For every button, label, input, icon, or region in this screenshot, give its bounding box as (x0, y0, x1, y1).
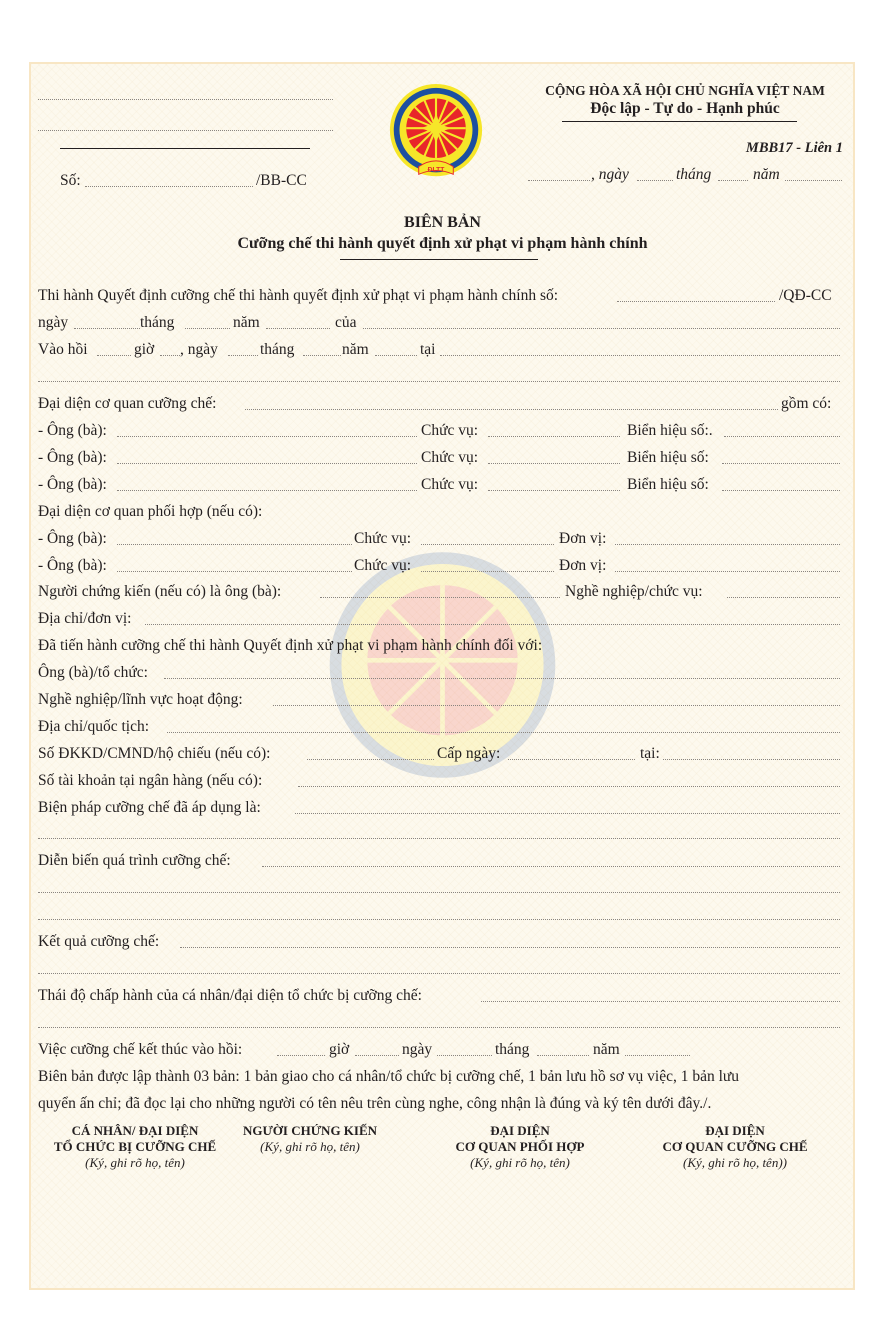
time-hour-field[interactable] (97, 355, 131, 356)
decision-day-field[interactable] (74, 328, 140, 329)
coord-unit-field[interactable] (615, 571, 840, 572)
result-label: Kết quả cưỡng chế: (38, 933, 160, 950)
process-field-line-2[interactable] (38, 892, 840, 893)
coord-position-label: Chức vụ: (354, 530, 412, 547)
coord-position-field[interactable] (421, 544, 554, 545)
sig-title-1: ĐẠI DIỆN (705, 1123, 765, 1138)
result-field-line-2[interactable] (38, 973, 840, 974)
coordinating-agency-label: Đại diện cơ quan phối hợp (nếu có): (38, 503, 263, 520)
so-suffix: /BB-CC (256, 172, 307, 189)
signature-block-enforcing (635, 1123, 835, 1171)
end-year-field[interactable] (625, 1055, 690, 1056)
agency-line-1[interactable] (38, 99, 333, 100)
member-position-label: Chức vụ: (421, 422, 479, 439)
sig-note: (Ký, ghi rõ họ, tên) (260, 1139, 360, 1154)
end-thang: tháng (495, 1041, 530, 1058)
coord-position-field[interactable] (421, 571, 554, 572)
coord-unit-label: Đơn vị: (559, 557, 607, 574)
sig-title-1: ĐẠI DIỆN (490, 1123, 550, 1138)
member-badge-label: Biển hiệu số:. (627, 422, 713, 439)
member-name-field[interactable] (117, 436, 417, 437)
end-nam: năm (593, 1041, 620, 1058)
member-badge-field[interactable] (722, 490, 840, 491)
end-label: Việc cưỡng chế kết thúc vào hồi: (38, 1041, 243, 1058)
witness-address-field[interactable] (145, 624, 840, 625)
process-field-line-3[interactable] (38, 919, 840, 920)
result-field[interactable] (180, 947, 840, 948)
decision-suffix: /QĐ-CC (779, 287, 832, 304)
subject-name-field[interactable] (164, 678, 840, 679)
attitude-label: Thái độ chấp hành của cá nhân/đại diện tổ chức bị cưỡng chế: (38, 987, 422, 1004)
sig-note: (Ký, ghi rõ họ, tên)) (683, 1155, 787, 1170)
member-badge-label: Biển hiệu số: (627, 476, 709, 493)
member-name-label: - Ông (bà): (38, 422, 107, 439)
time-year-field[interactable] (375, 355, 417, 356)
member-badge-field[interactable] (722, 463, 840, 464)
witness-name-field[interactable] (320, 597, 560, 598)
document-title: BIÊN BẢN (404, 214, 481, 231)
signature-block-subject (40, 1123, 230, 1171)
decision-month-field[interactable] (185, 328, 230, 329)
id-issued-place-field[interactable] (663, 759, 840, 760)
location-field-line-2[interactable] (38, 381, 840, 382)
witness-label: Người chứng kiến (nếu có) là ông (bà): (38, 583, 282, 600)
end-day-field[interactable] (437, 1055, 492, 1056)
attitude-field-line-2[interactable] (38, 1027, 840, 1028)
subject-address-field[interactable] (167, 732, 840, 733)
member-position-field[interactable] (488, 463, 620, 464)
time-ngay: , ngày (180, 341, 218, 358)
decision-number-field[interactable] (617, 301, 775, 302)
process-label: Diễn biến quá trình cưỡng chế: (38, 852, 231, 869)
measures-label: Biện pháp cưỡng chế đã áp dụng là: (38, 799, 261, 816)
decision-issuer-field[interactable] (363, 328, 840, 329)
decision-date-ngay: ngày (38, 314, 69, 331)
time-vao-hoi: Vào hồi (38, 341, 88, 358)
decision-by-label: của (335, 314, 357, 331)
subject-address-label: Địa chỉ/quốc tịch: (38, 718, 150, 735)
member-position-field[interactable] (488, 490, 620, 491)
date-thang-label: tháng (676, 166, 712, 183)
sig-note: (Ký, ghi rõ họ, tên) (85, 1155, 185, 1170)
time-day-field[interactable] (228, 355, 258, 356)
time-nam: năm (342, 341, 369, 358)
time-thang: tháng (260, 341, 295, 358)
end-gio: giờ (329, 1041, 350, 1058)
id-number-field[interactable] (307, 759, 434, 760)
sig-title-1: NGƯỜI CHỨNG KIẾN (242, 1123, 378, 1138)
id-label: Số ĐKKD/CMND/hộ chiếu (nếu có): (38, 745, 271, 762)
decision-date-nam: năm (233, 314, 260, 331)
motto: Độc lập - Tự do - Hạnh phúc (590, 100, 780, 117)
time-minute-field[interactable] (160, 355, 180, 356)
time-gio: giờ (134, 341, 155, 358)
end-minute-field[interactable] (355, 1055, 399, 1056)
date-ngay-label: , ngày (591, 166, 629, 183)
date-year-field[interactable] (785, 180, 842, 181)
id-issued-date-field[interactable] (508, 759, 635, 760)
date-nam-label: năm (753, 166, 780, 183)
document-subtitle: Cưỡng chế thi hành quyết định xử phạt vi phạm hành chính (237, 235, 648, 252)
agency-line-2[interactable] (38, 130, 333, 131)
motto-underline (562, 121, 797, 122)
place-field[interactable] (528, 180, 590, 181)
closing-text-1: Biên bản được lập thành 03 bản: 1 bản giao cho cá nhân/tổ chức bị cưỡng chế, 1 bản lưu hồ sơ vụ việc, 1 bản lưu (38, 1068, 740, 1085)
member-name-field[interactable] (117, 490, 417, 491)
signature-block-coordinating (420, 1123, 620, 1171)
decision-label: Thi hành Quyết định cưỡng chế thi hành quyết định xử phạt vi phạm hành chính số: (38, 287, 559, 304)
enforcing-agency-suffix: gồm có: (781, 395, 832, 412)
witness-occupation-label: Nghề nghiệp/chức vụ: (565, 583, 703, 600)
bank-account-field[interactable] (298, 786, 840, 787)
coord-name-field[interactable] (117, 571, 352, 572)
enforced-against-label: Đã tiến hành cưỡng chế thi hành Quyết định xử phạt vi phạm hành chính đối với: (38, 637, 543, 654)
coord-name-field[interactable] (117, 544, 352, 545)
measures-field-line-2[interactable] (38, 838, 840, 839)
process-field[interactable] (262, 866, 840, 867)
sig-title-2: TỔ CHỨC BỊ CƯỠNG CHẾ (53, 1139, 217, 1154)
location-field[interactable] (440, 355, 840, 356)
member-position-field[interactable] (488, 436, 620, 437)
so-label: Số: (60, 172, 81, 189)
country-name: CỘNG HÒA XÃ HỘI CHỦ NGHĨA VIỆT NAM (545, 83, 825, 98)
enforcing-agency-label: Đại diện cơ quan cưỡng chế: (38, 395, 217, 412)
coord-name-label: - Ông (bà): (38, 530, 107, 547)
sig-title-2: CƠ QUAN CƯỠNG CHẾ (662, 1139, 808, 1154)
header-divider (60, 148, 310, 149)
member-position-label: Chức vụ: (421, 449, 479, 466)
witness-occupation-field[interactable] (727, 597, 840, 598)
coord-unit-label: Đơn vị: (559, 530, 607, 547)
witness-address-label: Địa chỉ/đơn vị: (38, 610, 132, 627)
bank-account-label: Số tài khoản tại ngân hàng (nếu có): (38, 772, 263, 789)
end-ngay: ngày (402, 1041, 433, 1058)
coord-unit-field[interactable] (615, 544, 840, 545)
member-name-label: - Ông (bà): (38, 449, 107, 466)
subject-name-label: Ông (bà)/tổ chức: (38, 664, 148, 681)
signature-block-witness (230, 1123, 390, 1155)
member-name-label: - Ông (bà): (38, 476, 107, 493)
member-badge-field[interactable] (724, 436, 840, 437)
coord-name-label: - Ông (bà): (38, 557, 107, 574)
time-tai: tại (420, 341, 436, 358)
subject-occupation-label: Nghề nghiệp/lĩnh vực hoạt động: (38, 691, 243, 708)
id-at-label: tại: (640, 745, 660, 762)
police-emblem-icon (388, 80, 484, 186)
so-number-field[interactable] (85, 186, 253, 187)
closing-text-2: quyển ấn chỉ; đã đọc lại cho những người có tên nêu trên cùng nghe, công nhận là đúng và ký tên dưới đây./. (38, 1095, 712, 1112)
attitude-field[interactable] (481, 1001, 840, 1002)
decision-year-field[interactable] (266, 328, 330, 329)
date-day-field[interactable] (637, 180, 673, 181)
member-name-field[interactable] (117, 463, 417, 464)
measures-field[interactable] (295, 813, 840, 814)
decision-date-thang: tháng (140, 314, 175, 331)
sig-title-1: CÁ NHÂN/ ĐẠI DIỆN (71, 1123, 199, 1138)
form-code: MBB17 - Liên 1 (745, 140, 843, 156)
member-position-label: Chức vụ: (421, 476, 479, 493)
title-underline (340, 259, 538, 260)
enforcing-agency-field[interactable] (245, 409, 778, 410)
id-issued-label: Cấp ngày: (437, 745, 501, 762)
sig-title-2: CƠ QUAN PHỐI HỢP (455, 1139, 585, 1154)
coord-position-label: Chức vụ: (354, 557, 412, 574)
sig-note: (Ký, ghi rõ họ, tên) (470, 1155, 570, 1170)
end-month-field[interactable] (537, 1055, 589, 1056)
subject-occupation-field[interactable] (273, 705, 840, 706)
end-hour-field[interactable] (277, 1055, 325, 1056)
member-badge-label: Biển hiệu số: (627, 449, 709, 466)
date-month-field[interactable] (718, 180, 748, 181)
svg-text:ĐLTT: ĐLTT (427, 166, 445, 174)
time-month-field[interactable] (303, 355, 341, 356)
